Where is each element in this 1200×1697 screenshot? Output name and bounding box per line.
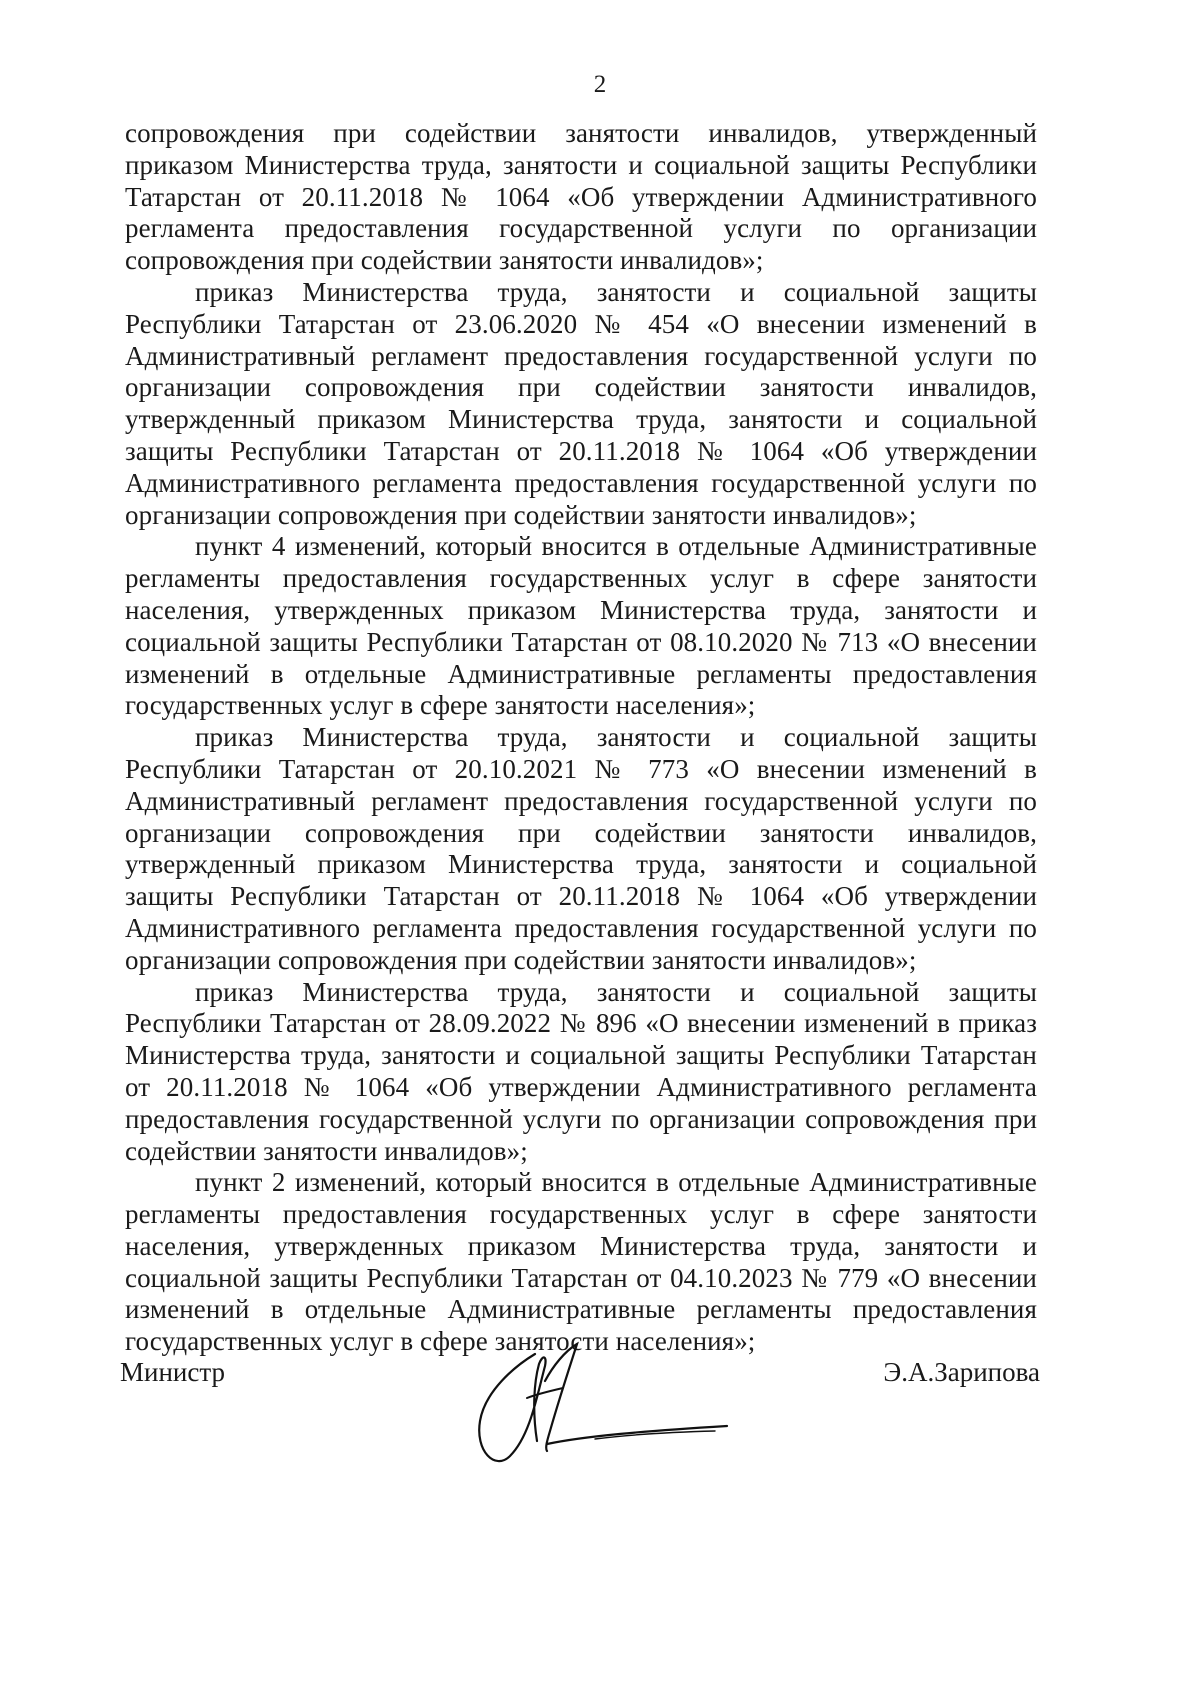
paragraph-order-454: приказ Министерства труда, занятости и социальной защиты Республики Татарстан от 23.06.2020 № 454 «О внесении изменений в Административный регламент предоставления государственной услуги по организации сопровождения при содействии занятости инвалидов, утвержденный приказом Министерства труда, занятости и социальной защиты Республики Татарстан от 20.11.2018 № 1064 «Об утверждении Административного регламента предоставления государственной услуги по организации сопровождения при содействии занятости инвалидов»; xyxy=(125,276,1037,530)
handwritten-signature xyxy=(475,1336,735,1476)
paragraph-order-896: приказ Министерства труда, занятости и социальной защиты Республики Татарстан от 28.09.2022 № 896 «О внесении изменений в приказ Министерства труда, занятости и социальной защиты Республики Татарстан от 20.11.2018 № 1064 «Об утверждении Административного регламента предоставления государственной услуги по организации сопровождения при содействии занятости инвалидов»; xyxy=(125,976,1037,1166)
signatory-name: Э.А.Зарипова xyxy=(883,1357,1040,1387)
signatory-title: Министр xyxy=(120,1357,225,1387)
paragraph-item-2-order-779: пункт 2 изменений, который вносится в отдельные Административные регламенты предоставления государственных услуг в сфере занятости населения, утвержденных приказом Министерства труда, занятости и социальной защиты Республики Татарстан от 04.10.2023 № 779 «О внесении изменений в отдельные Административные регламенты предоставления государственных услуг в сфере занятости населения»; xyxy=(125,1167,1037,1357)
signature-block xyxy=(120,1356,1040,1506)
page-number: 2 xyxy=(593,71,607,98)
paragraph-continuation: сопровождения при содействии занятости инвалидов, утвержденный приказом Министерства труда, занятости и социальной защиты Республики Татарстан от 20.11.2018 № 1064 «Об утверждении Административного регламента предоставления государственной услуги по организации сопровождения при содействии занятости инвалидов»; xyxy=(125,118,1037,276)
document-body xyxy=(125,118,1037,1358)
paragraph-order-773: приказ Министерства труда, занятости и социальной защиты Республики Татарстан от 20.10.2021 № 773 «О внесении изменений в Административный регламент предоставления государственной услуги по организации сопровождения при содействии занятости инвалидов, утвержденный приказом Министерства труда, занятости и социальной защиты Республики Татарстан от 20.11.2018 № 1064 «Об утверждении Административного регламента предоставления государственной услуги по организации сопровождения при содействии занятости инвалидов»; xyxy=(125,722,1037,975)
paragraph-item-4-order-713: пункт 4 изменений, который вносится в отдельные Административные регламенты предоставления государственных услуг в сфере занятости населения, утвержденных приказом Министерства труда, занятости и социальной защиты Республики Татарстан от 08.10.2020 № 713 «О внесении изменений в отдельные Административные регламенты предоставления государственных услуг в сфере занятости населения»; xyxy=(125,531,1037,721)
